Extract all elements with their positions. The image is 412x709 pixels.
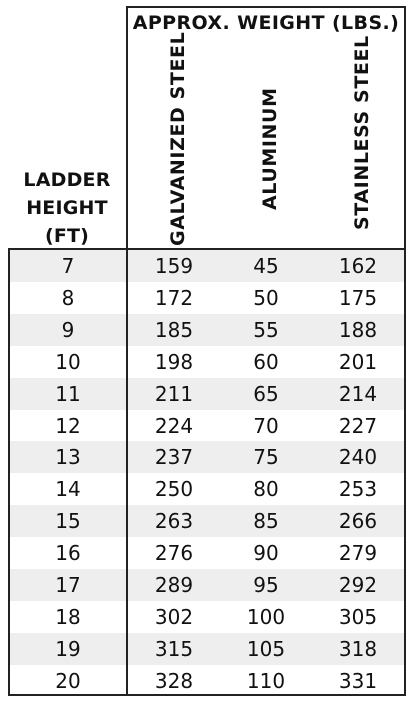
aluminum-cell: 45 — [253, 254, 279, 278]
galvanized-cell: 185 — [154, 317, 194, 342]
ladder-height-header — [8, 6, 126, 248]
table-row — [10, 346, 404, 378]
height-cell: 12 — [55, 413, 81, 438]
galvanized-cell: 263 — [154, 509, 194, 534]
stainless-cell: 331 — [338, 668, 378, 693]
aluminum-cell: 90 — [253, 541, 279, 566]
aluminum-cell: 100 — [246, 604, 286, 629]
height-cell: 8 — [61, 285, 75, 310]
table-row — [10, 410, 404, 442]
ladder-weight-table — [8, 6, 406, 696]
stainless-cell: 240 — [338, 445, 378, 470]
stainless-cell: 305 — [338, 604, 378, 629]
aluminum-cell: 75 — [253, 445, 279, 470]
table-row — [10, 537, 404, 569]
height-cell: 20 — [55, 668, 81, 693]
height-cell: 14 — [55, 477, 81, 502]
ladder-height-label-line1: LADDER — [23, 169, 111, 191]
aluminum-cell: 50 — [253, 285, 279, 310]
aluminum-cell: 85 — [253, 509, 279, 534]
aluminum-cell: 55 — [253, 317, 279, 342]
table-row — [10, 282, 404, 314]
table-row — [10, 314, 404, 346]
column-header-aluminum-label: ALUMINUM — [258, 87, 281, 210]
table-body — [8, 248, 406, 696]
aluminum-cell: 60 — [253, 349, 279, 374]
column-header-stainless — [314, 35, 406, 246]
column-header-galvanized — [130, 31, 222, 246]
height-cell: 13 — [55, 445, 81, 470]
table-row — [10, 505, 404, 537]
galvanized-cell: 172 — [154, 285, 194, 310]
stainless-cell: 201 — [338, 349, 378, 374]
height-cell: 7 — [61, 254, 75, 278]
galvanized-cell: 315 — [154, 636, 194, 661]
stainless-cell: 318 — [338, 636, 378, 661]
column-divider — [126, 250, 128, 694]
stainless-cell: 253 — [338, 477, 378, 502]
height-cell: 18 — [55, 604, 81, 629]
table-row — [10, 378, 404, 410]
aluminum-cell: 65 — [253, 381, 279, 406]
galvanized-cell: 328 — [154, 668, 194, 693]
galvanized-cell: 289 — [154, 573, 194, 597]
stainless-cell: 292 — [338, 573, 378, 597]
table-row — [10, 250, 404, 282]
galvanized-cell: 302 — [154, 604, 194, 629]
stainless-cell: 162 — [338, 254, 378, 278]
table-row — [10, 665, 404, 697]
table-row — [10, 601, 404, 633]
height-cell: 16 — [55, 541, 81, 566]
table-row — [10, 441, 404, 473]
weight-group-title: APPROX. WEIGHT (LBS.) — [132, 12, 400, 34]
galvanized-cell: 211 — [154, 381, 194, 406]
column-header-galvanized-label: GALVANIZED STEEL — [166, 31, 189, 246]
stainless-cell: 279 — [338, 541, 378, 566]
height-cell: 15 — [55, 509, 81, 534]
table-row — [10, 473, 404, 505]
column-header-aluminum — [222, 46, 314, 246]
table-row — [10, 569, 404, 601]
height-cell: 17 — [55, 573, 81, 597]
galvanized-cell: 159 — [154, 254, 194, 278]
weight-header-group — [126, 6, 406, 248]
height-cell: 9 — [61, 317, 75, 342]
aluminum-cell: 80 — [253, 477, 279, 502]
aluminum-cell: 110 — [246, 668, 286, 693]
aluminum-cell: 95 — [253, 573, 279, 597]
aluminum-cell: 70 — [253, 413, 279, 438]
height-cell: 10 — [55, 349, 81, 374]
stainless-cell: 188 — [338, 317, 378, 342]
galvanized-cell: 250 — [154, 477, 194, 502]
ladder-height-label-line3: (FT) — [44, 225, 90, 247]
column-header-stainless-label: STAINLESS STEEL — [350, 35, 373, 230]
height-cell: 19 — [55, 636, 81, 661]
stainless-cell: 175 — [338, 285, 378, 310]
ladder-height-label — [8, 166, 126, 250]
galvanized-cell: 224 — [154, 413, 194, 438]
table-row — [10, 633, 404, 665]
stainless-cell: 227 — [338, 413, 378, 438]
galvanized-cell: 276 — [154, 541, 194, 566]
aluminum-cell: 105 — [246, 636, 286, 661]
height-cell: 11 — [55, 381, 81, 406]
galvanized-cell: 198 — [154, 349, 194, 374]
galvanized-cell: 237 — [154, 445, 194, 470]
stainless-cell: 266 — [338, 509, 378, 534]
stainless-cell: 214 — [338, 381, 378, 406]
ladder-height-label-line2: HEIGHT — [26, 197, 108, 219]
